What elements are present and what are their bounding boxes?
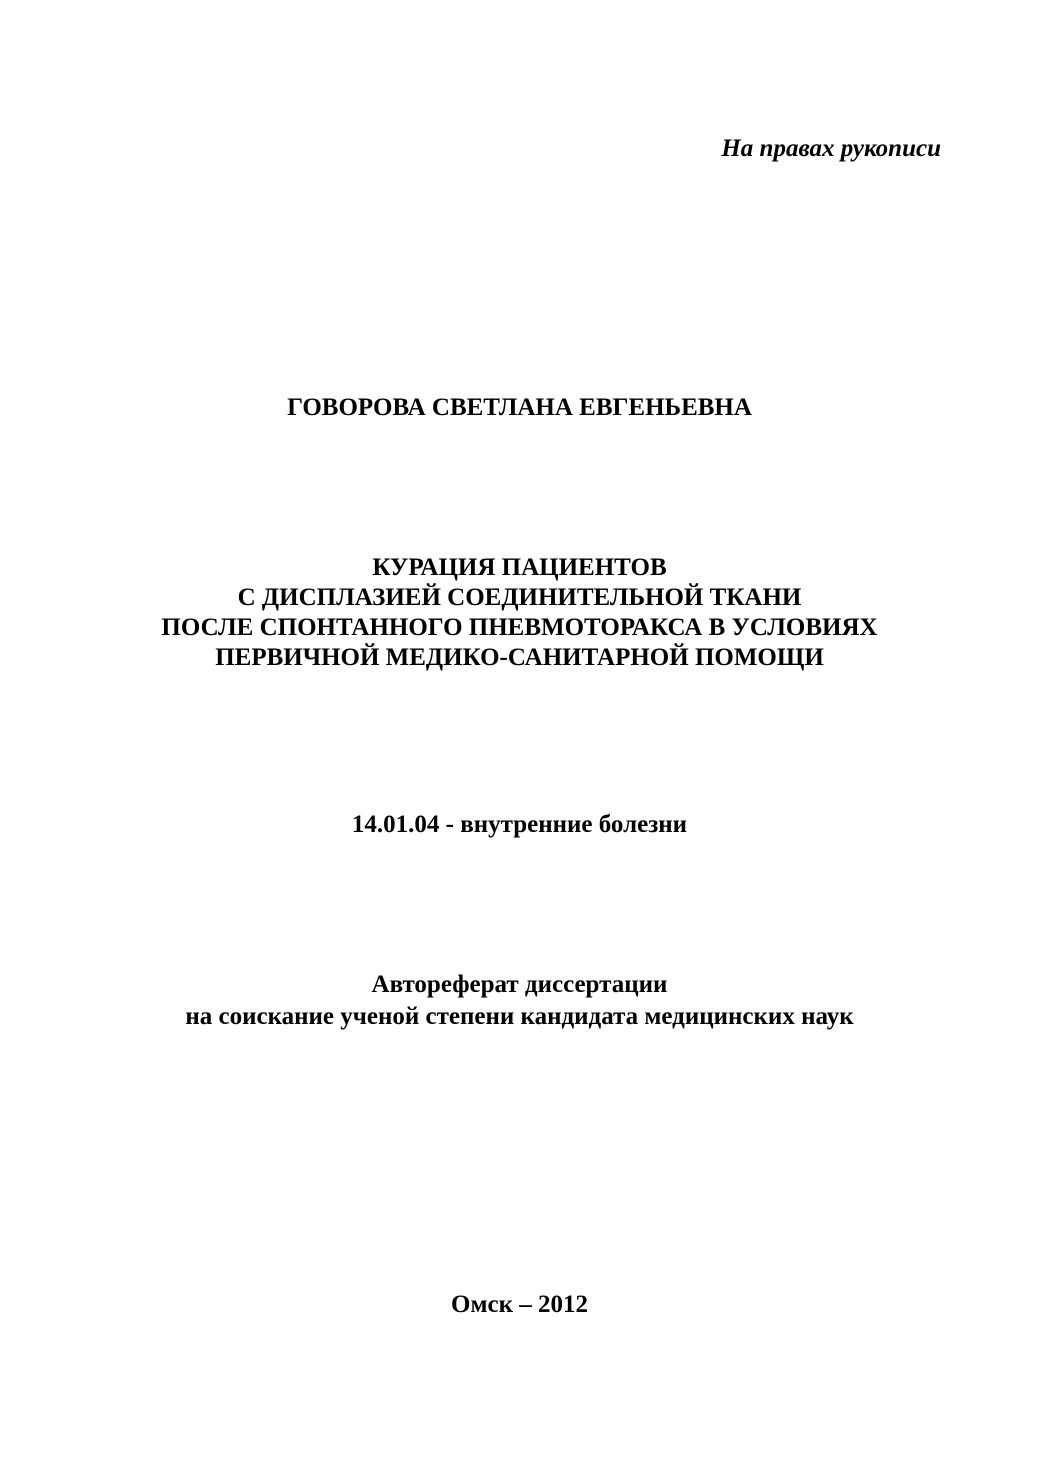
- title-line: С ДИСПЛАЗИЕЙ СОЕДИНИТЕЛЬНОЙ ТКАНИ: [237, 584, 802, 611]
- degree-statement: [0, 969, 1039, 1033]
- specialty-code: 14.01.04 - внутренние болезни: [351, 811, 688, 838]
- degree-line: Автореферат диссертации: [371, 971, 668, 998]
- place-and-year: Омск – 2012: [451, 1291, 588, 1318]
- title-line: ПЕРВИЧНОЙ МЕДИКО-САНИТАРНОЙ ПОМОЩИ: [215, 644, 824, 671]
- title-line: ПОСЛЕ СПОНТАННОГО ПНЕВМОТОРАКСА В УСЛОВИЯХ: [161, 614, 878, 641]
- author-name: ГОВОРОВА СВЕТЛАНА ЕВГЕНЬЕВНА: [287, 394, 752, 421]
- title-line: КУРАЦИЯ ПАЦИЕНТОВ: [372, 554, 667, 581]
- dissertation-title: [0, 553, 1039, 673]
- degree-line: на соискание ученой степени кандидата медицинских наук: [185, 1003, 854, 1030]
- manuscript-note: На правах рукописи: [721, 135, 941, 162]
